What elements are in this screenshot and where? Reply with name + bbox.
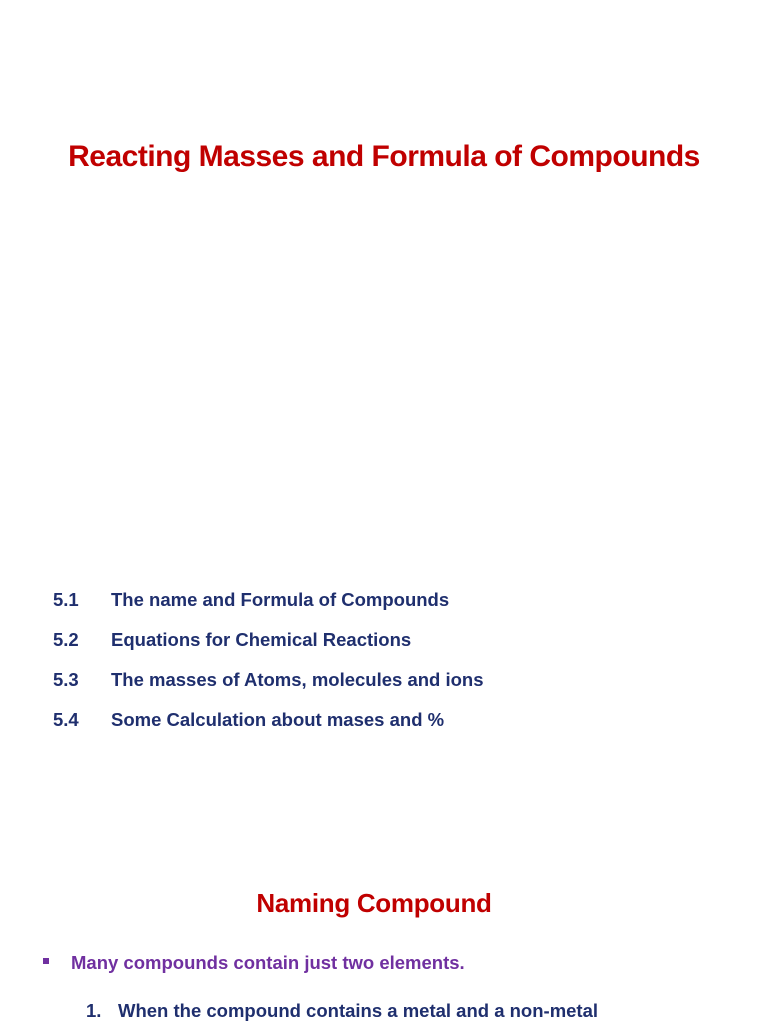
toc-item-number: 5.2 <box>53 629 79 650</box>
section-heading: Naming Compound <box>256 888 492 918</box>
bullet-text: Many compounds contain just two elements. <box>71 952 465 973</box>
page-title: Reacting Masses and Formula of Compounds <box>68 140 700 173</box>
toc-item-text: Some Calculation about mases and % <box>111 709 445 730</box>
toc-item-text: The name and Formula of Compounds <box>111 589 450 610</box>
toc-item-text: Equations for Chemical Reactions <box>111 629 412 650</box>
numbered-item-number: 1. <box>86 1000 102 1021</box>
toc-item-number: 5.3 <box>53 669 79 690</box>
toc-item-text: The masses of Atoms, molecules and ions <box>111 669 484 690</box>
bullet-item <box>43 952 465 974</box>
square-bullet-icon <box>43 958 49 964</box>
toc-item <box>53 580 733 620</box>
table-of-contents <box>53 580 733 740</box>
toc-item <box>53 620 733 660</box>
toc-item <box>53 660 733 700</box>
toc-item <box>53 700 733 740</box>
numbered-item <box>86 1000 598 1022</box>
toc-item-number: 5.1 <box>53 589 79 610</box>
numbered-item-text: When the compound contains a metal and a non-metal <box>118 1000 599 1021</box>
toc-item-number: 5.4 <box>53 709 79 730</box>
